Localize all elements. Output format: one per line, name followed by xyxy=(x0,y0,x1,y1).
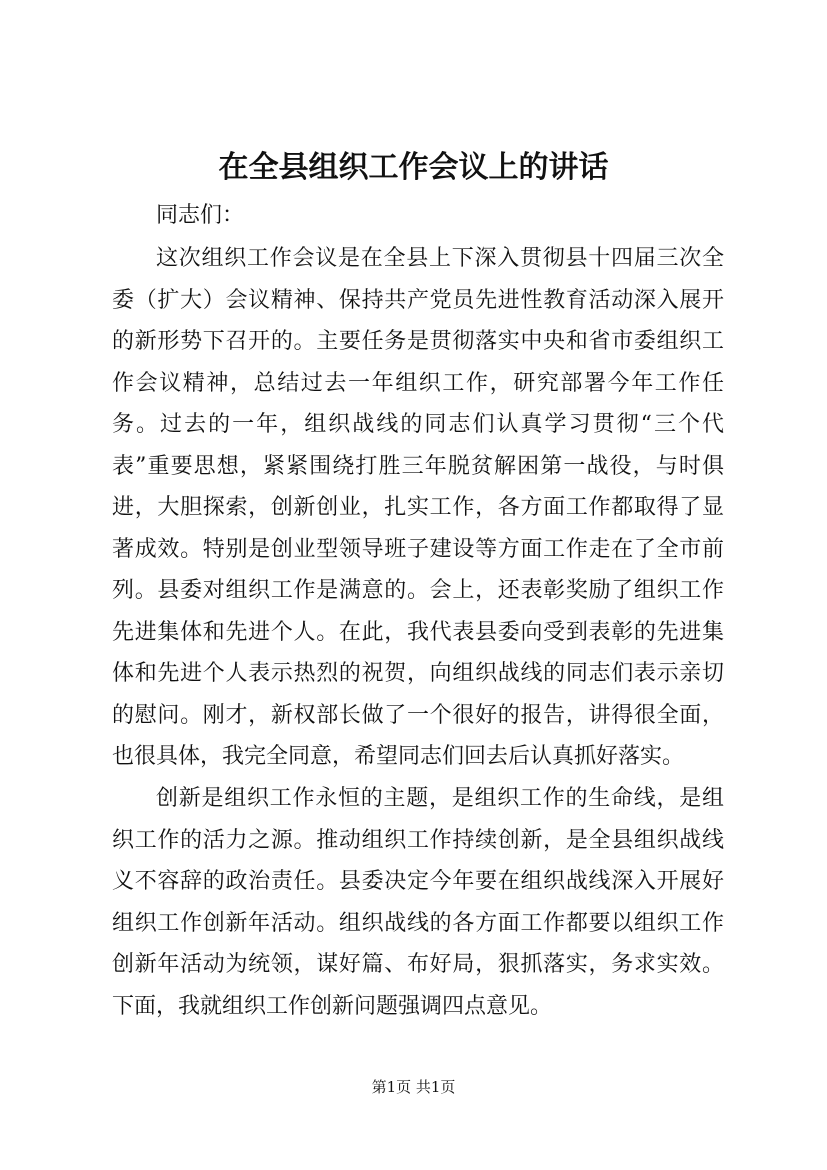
salutation: 同志们： xyxy=(156,203,245,228)
paragraph-2: 创新是组织工作永恒的主题，是组织工作的生命线，是组织工作的活力之源。推动组织工作持续创新，是全县组织战线义不容辞的政治责任。县委决定今年要在组织战线深入开展好组织工作创新年活动。组织战线的各方面工作都要以组织工作创新年活动为统领，谋好篇、布好局，狠抓落实，务求实效。下面，我就组织工作创新问题强调四点意见。 xyxy=(112,786,724,1019)
paragraph-1: 这次组织工作会议是在全县上下深入贯彻县十四届三次全委（扩大）会议精神、保持共产党员先进性教育活动深入展开的新形势下召开的。主要任务是贯彻落实中央和省市委组织工作会议精神，总结过去一年组织工作，研究部署今年工作任务。过去的一年，组织战线的同志们认真学习贯彻“三个代表”重要思想，紧紧围绕打胜三年脱贫解困第一战役，与时俱进，大胆探索，创新创业，扎实工作，各方面工作都取得了显著成效。特别是创业型领导班子建设等方面工作走在了全市前列。县委对组织工作是满意的。会上，还表彰奖励了组织工作先进集体和先进个人。在此，我代表县委向受到表彰的先进集体和先进个人表示热烈的祝贺，向组织战线的同志们表示亲切的慰问。刚才，新权部长做了一个很好的报告，讲得很全面，也很具体，我完全同意，希望同志们回去后认真抓好落实。 xyxy=(112,246,724,769)
page-title: 在全县组织工作会议上的讲话 xyxy=(218,150,609,185)
page-footer: 第1页 共1页 xyxy=(371,1078,456,1096)
